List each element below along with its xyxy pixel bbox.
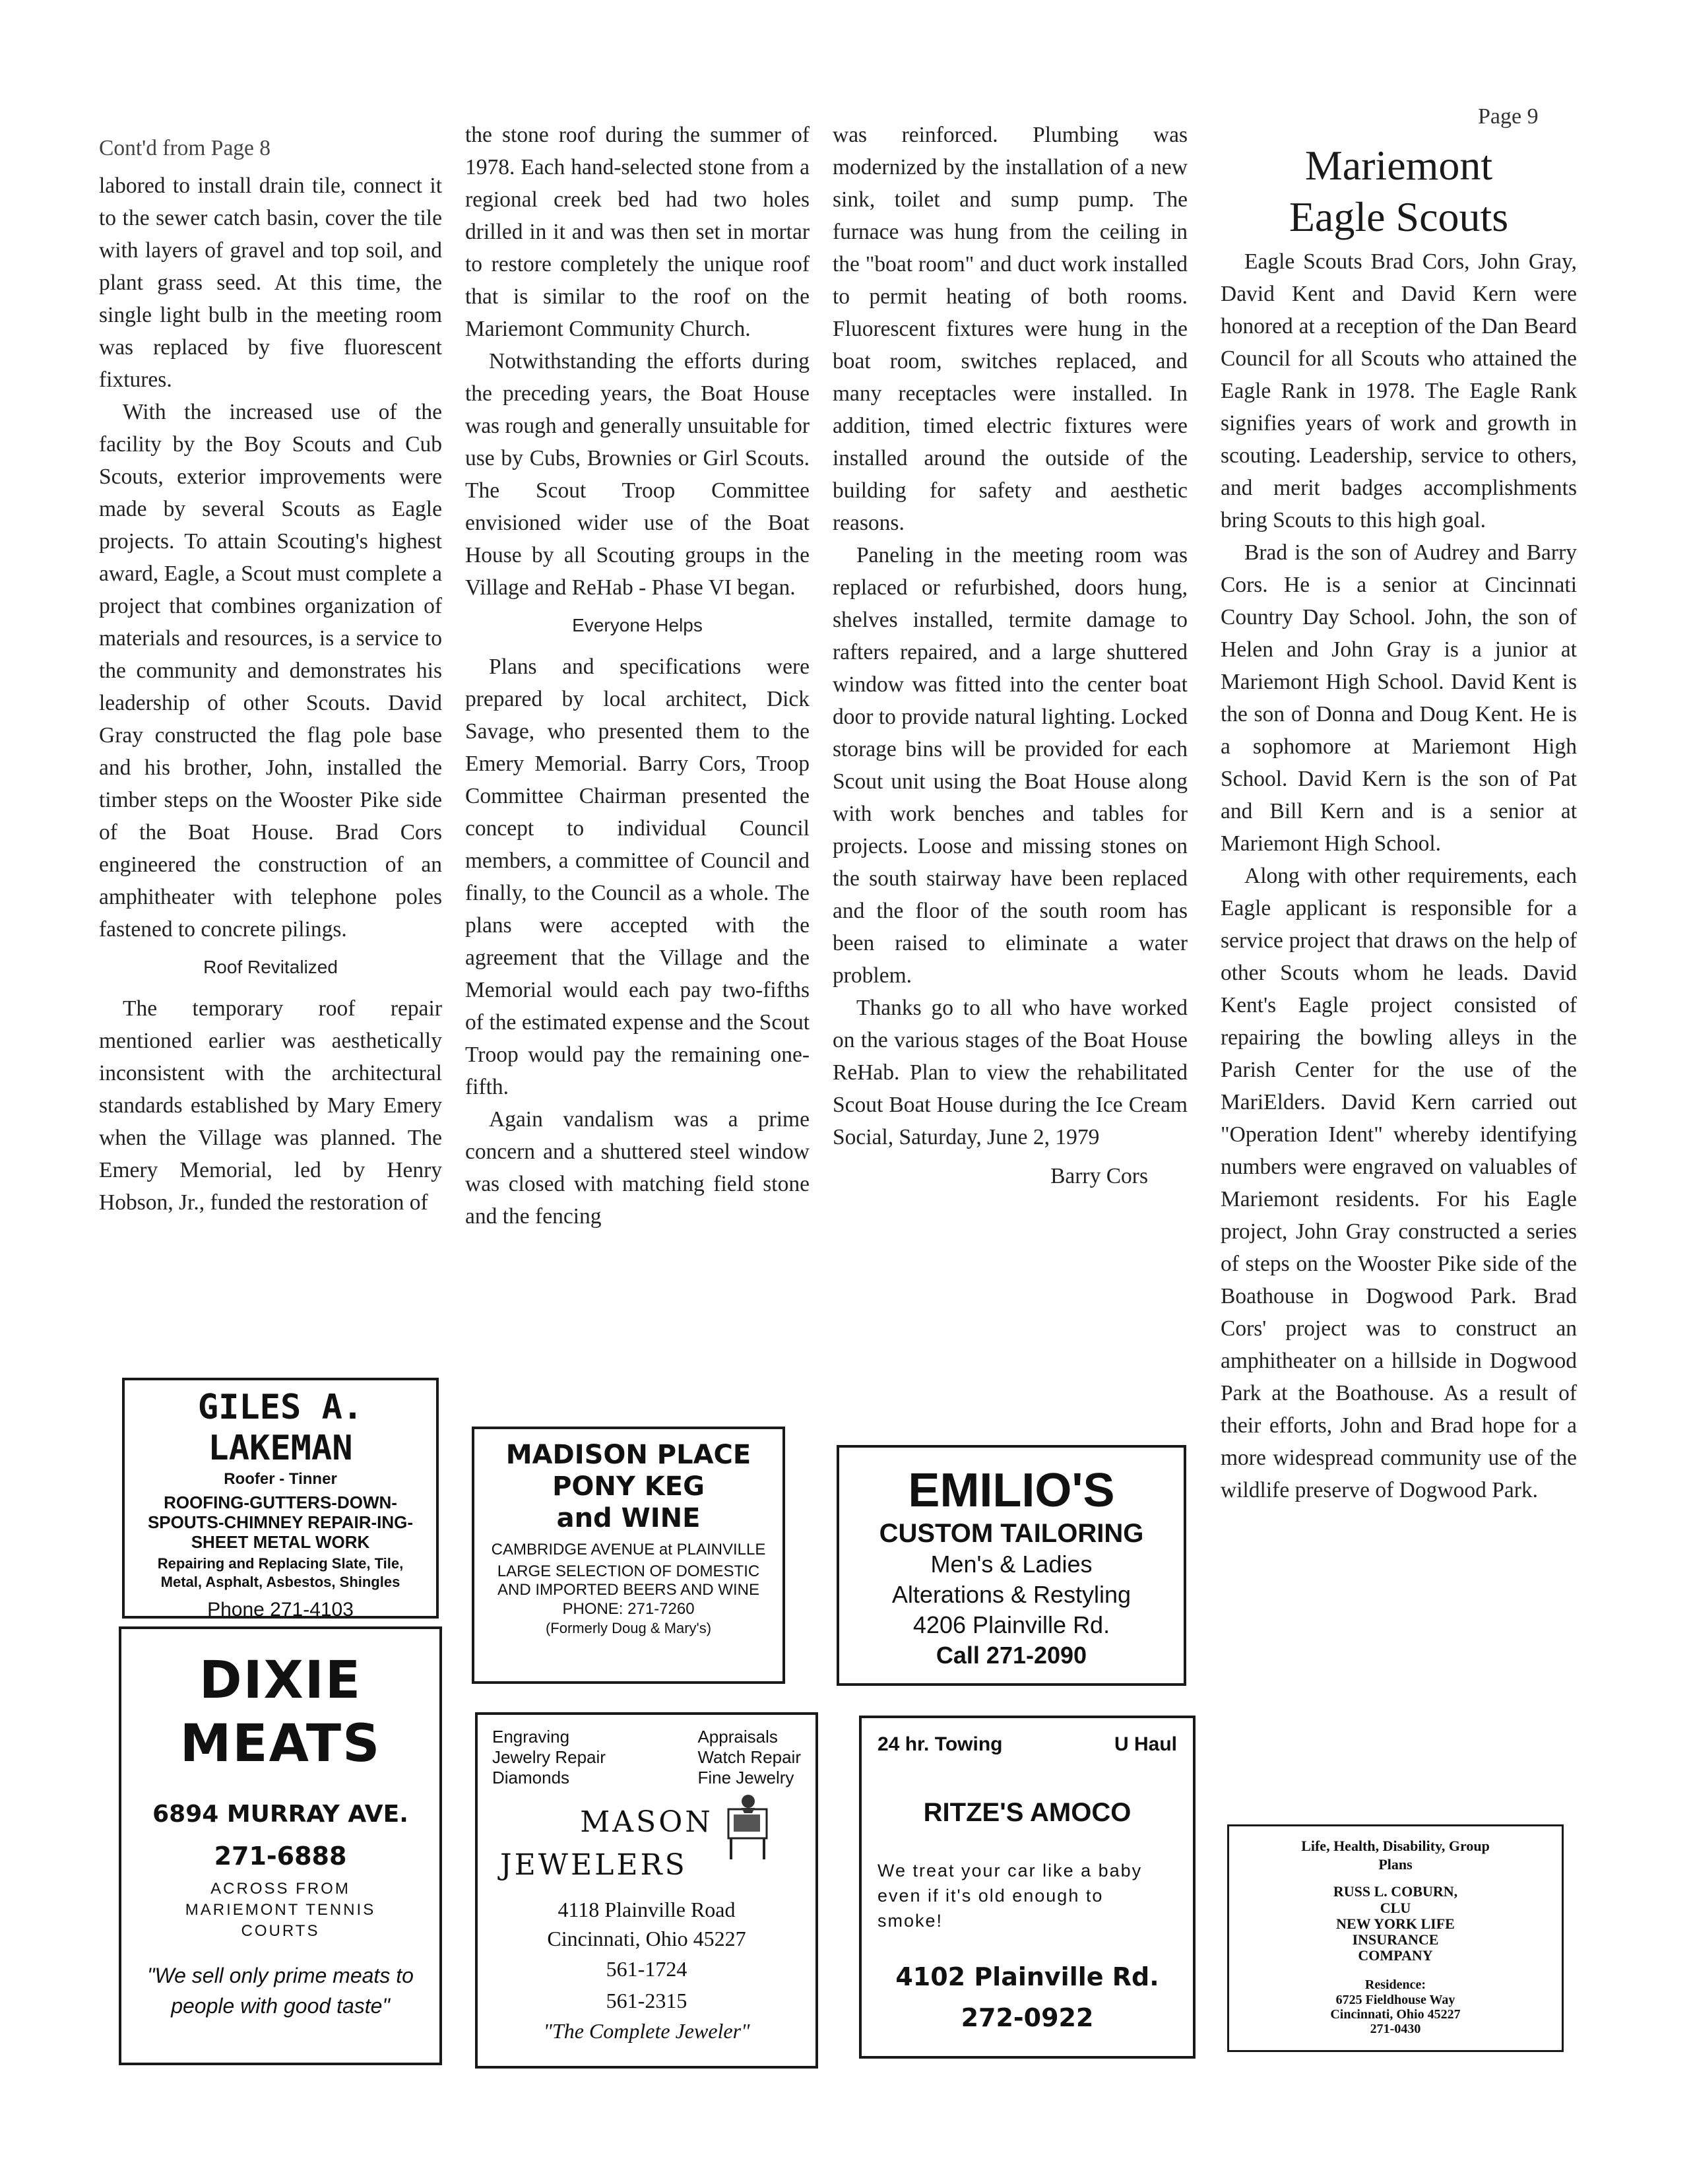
ad-name: RUSS L. COBURN,	[1333, 1883, 1458, 1900]
ad-top-row	[877, 1731, 1177, 1758]
ad-phone: 271-0430	[1370, 2022, 1421, 2036]
ad-phone-1: 561-1724	[606, 1957, 687, 1981]
paragraph: Notwithstanding the efforts during the preceding years, the Boat House was rough and generally unsuitable for use by Cubs, Brownies or Girl Scouts. The Scout Troop Committee envisioned wider use of the Boat House by all Scouting groups in the Village and ReHab - Phase VI began.	[465, 349, 810, 600]
subheading-everyone-helps: Everyone Helps	[572, 615, 703, 635]
ad-line-2: Men's & Ladies	[930, 1551, 1093, 1578]
ad-line-4: 4206 Plainville Rd.	[912, 1611, 1110, 1638]
ad-services-right: Appraisals Watch Repair Fine Jewelry	[697, 1727, 801, 1787]
ad-detail: Repairing and Replacing Slate, Tile, Metal, Asphalt, Asbestos, Shingles	[157, 1555, 404, 1590]
ad-slogan: We treat your car like a baby even if it's old enough to smoke!	[877, 1861, 1143, 1931]
ad-title: CLU	[1380, 1900, 1411, 1916]
ad-former-name: (Formerly Doug & Mary's)	[545, 1620, 712, 1636]
ad-address: CAMBRIDGE AVENUE at PLAINVILLE	[491, 1541, 766, 1558]
ad-address: 6894 MURRAY AVE.	[152, 1801, 408, 1828]
paragraph: was reinforced. Plumbing was modernized by the installation of a new sink, toilet and sump pump. The furnace was hung from the ceiling in the "boat room" and duct work installed to permit heating of both rooms. Fluorescent fixtures were hung in the boat room, switches replaced, and many receptacles were installed. In addition, timed electric fixtures were installed around the outside of the building for safety and aesthetic reasons.	[833, 123, 1188, 535]
jeweler-bench-icon	[722, 1791, 775, 1863]
subheading-roof-revitalized: Roof Revitalized	[203, 957, 338, 977]
ad-mason-jewelers	[475, 1712, 818, 2069]
ad-trade: Roofer - Tinner	[224, 1470, 337, 1488]
ad-lines: Life, Health, Disability, Group Plans	[1301, 1838, 1490, 1873]
paragraph: Eagle Scouts Brad Cors, John Gray, David Kent and David Kern were honored at a reception of the Dan Beard Council for all Scouts who attained the Eagle Rank in 1978. The Eagle Rank signifies years of work and growth in scouting. Leadership, service to others, and merit badges accomplishments bring Scouts to this high goal.	[1221, 249, 1577, 532]
ad-services-left: Engraving Jewelry Repair Diamonds	[492, 1727, 606, 1787]
ad-phone: 271-6888	[214, 1842, 347, 1871]
paragraph: Along with other requirements, each Eagle applicant is responsible for a service project that draws on the help of other Scouts whom he leads. David Kent's Eagle project consisted of repairing the bowling alleys in the Parish Center for the use of the MariElders. David Kern carried out "Operation Ident" whereby identifying numbers were engraved on valuables of Mariemont residents. For his Eagle project, John Gray constructed a series of steps on the Wooster Pike side of the Boathouse in Dogwood Park. Brad Cors' project was to construct an amphitheater on a hillside in Dogwood Park at the Boathouse. As a result of their efforts, John and Brad hope for a more widespread community use of the wildlife preserve of Dogwood Park.	[1221, 864, 1577, 1502]
ad-location: ACROSS FROM MARIEMONT TENNIS COURTS	[185, 1880, 376, 1940]
ad-company: NEW YORK LIFE INSURANCE COMPANY	[1336, 1915, 1455, 1964]
article-column-1	[99, 132, 442, 1219]
ad-name-line-2: JEWELERS	[500, 1848, 687, 1882]
ad-business-name: RITZE'S AMOCO	[923, 1798, 1132, 1827]
ad-business-name: EMILIO'S	[908, 1464, 1115, 1517]
ad-selection: LARGE SELECTION OF DOMESTIC AND IMPORTED BEERS AND WINE	[497, 1562, 760, 1599]
paragraph: The temporary roof repair mentioned earlier was aesthetically inconsistent with the architectural standards established by Mary Emery when the Village was planned. The Emery Memorial, led by Henry Hobson, Jr., funded the restoration of	[99, 996, 442, 1215]
article-column-2	[465, 119, 810, 1233]
ad-services-row	[492, 1727, 801, 1788]
ad-name-line-3: and WINE	[556, 1503, 701, 1533]
paragraph: Plans and specifications were prepared by local architect, Dick Savage, who presented them to the Emery Memorial. Barry Cors, Troop Committee Chairman presented the concept to individual Council members, a committee of Council and finally, to the Council as a whole. The plans were accepted with the agreement that the Village and the Memorial would each pay two-fifths of the estimated expense and the Scout Troop would pay the remaining one-fifth.	[465, 655, 810, 1099]
ad-logo-row	[492, 1803, 801, 1895]
ad-city: Cincinnati, Ohio 45227	[547, 1927, 746, 1950]
paragraph: Thanks go to all who have worked on the various stages of the Boat House ReHab. Plan to view the rehabilitated Scout Boat House during the Ice Cream Social, Saturday, June 2, 1979	[833, 996, 1188, 1149]
ad-phone: Call 271-2090	[936, 1642, 1087, 1669]
ad-russ-coburn-insurance	[1227, 1824, 1564, 2052]
ad-giles-lakeman	[122, 1378, 439, 1619]
ad-address: 4118 Plainville Road	[558, 1898, 736, 1921]
ad-phone-2: 561-2315	[606, 1989, 687, 2012]
headline	[1221, 140, 1577, 243]
ad-ritzes-amoco	[859, 1716, 1196, 2059]
ad-uhaul: U Haul	[1114, 1733, 1177, 1755]
ad-slogan: "The Complete Jeweler"	[543, 2019, 750, 2043]
ad-line-3: Alterations & Restyling	[891, 1581, 1132, 1608]
ad-phone: PHONE: 271-7260	[562, 1600, 695, 1618]
ad-address: 6725 Fieldhouse Way	[1335, 1993, 1455, 2007]
paragraph: Brad is the son of Audrey and Barry Cors. He is a senior at Cincinnati Country Day School. John, the son of Helen and John Gray is a junior at Mariemont High School. David Kent is the son of Donna and Doug Kent. He is a sophomore at Mariemont High School. David Kern is the son of Pat and Bill Kern and is a senior at Mariemont High School.	[1221, 540, 1577, 856]
ad-slogan: "We sell only prime meats to people with good taste"	[147, 1964, 414, 2018]
ad-dixie-meats	[119, 1626, 442, 2065]
article-column-4	[1221, 140, 1577, 1506]
paragraph: the stone roof during the summer of 1978. Each hand-selected stone from a regional creek bed had two holes drilled in it and was then set in mortar to restore completely the unique roof that is similar to the roof on the Mariemont Community Church.	[465, 123, 810, 341]
headline-line-1: Mariemont	[1304, 142, 1493, 189]
ad-name-line-2: PONY KEG	[552, 1471, 705, 1502]
ad-name-line-1: MADISON PLACE	[505, 1440, 751, 1470]
ad-name-line-1: MASON	[580, 1805, 713, 1839]
ad-name-line-2: MEATS	[179, 1714, 381, 1774]
ad-name-line-1: DIXIE	[199, 1651, 362, 1710]
author-signature: Barry Cors	[1050, 1164, 1148, 1188]
ad-line-1: CUSTOM TAILORING	[879, 1519, 1144, 1548]
ad-city: Cincinnati, Ohio 45227	[1330, 2007, 1461, 2022]
ad-madison-place-pony-keg	[472, 1427, 785, 1684]
page-number: Page 9	[1478, 104, 1539, 129]
paragraph: labored to install drain tile, connect it to the sewer catch basin, cover the tile with layers of gravel and top soil, and plant grass seed. At this time, the single light bulb in the meeting room was replaced by five fluorescent fixtures.	[99, 174, 442, 392]
paragraph: With the increased use of the facility by the Boy Scouts and Cub Scouts, exterior improvements were made by several Scouts as Eagle projects. To attain Scouting's highest award, Eagle, a Scout must complete a project that combines organization of materials and resources, is a service to the community and demonstrates his leadership of other Scouts. David Gray constructed the flag pole base and his brother, John, installed the timber steps on the Wooster Pike side of the Boat House. Brad Cors engineered the construction of an amphitheater with telephone poles fastened to concrete pilings.	[99, 400, 442, 942]
ad-services: ROOFING-GUTTERS-DOWN-SPOUTS-CHIMNEY REPAIR-ING-SHEET METAL WORK	[147, 1493, 414, 1552]
ad-business-name: GILES A. LAKEMAN	[197, 1388, 364, 1468]
ad-phone: Phone 271-4103	[207, 1599, 354, 1621]
paragraph: Paneling in the meeting room was replaced or refurbished, doors hung, shelves installed, termite damage to rafters repaired, and a large shuttered window was fitted into the center boat door to provide natural lighting. Locked storage bins will be provided for each Scout unit using the Boat House along with work benches and tables for projects. Loose and missing stones on the south stairway have been replaced and the floor of the south room has been raised to eliminate a water problem.	[833, 543, 1188, 988]
ad-emilios-tailoring	[837, 1445, 1186, 1686]
headline-line-2: Eagle Scouts	[1289, 193, 1509, 240]
article-column-3	[833, 119, 1188, 1192]
ad-phone: 272-0922	[961, 2003, 1094, 2032]
continued-from-label: Cont'd from Page 8	[99, 136, 271, 160]
ad-residence-label: Residence:	[1364, 1977, 1426, 1992]
ad-towing: 24 hr. Towing	[877, 1733, 1003, 1755]
ad-address: 4102 Plainville Rd.	[895, 1962, 1159, 1991]
paragraph: Again vandalism was a prime concern and a shuttered steel window was closed with matching field stone and the fencing	[465, 1107, 810, 1229]
